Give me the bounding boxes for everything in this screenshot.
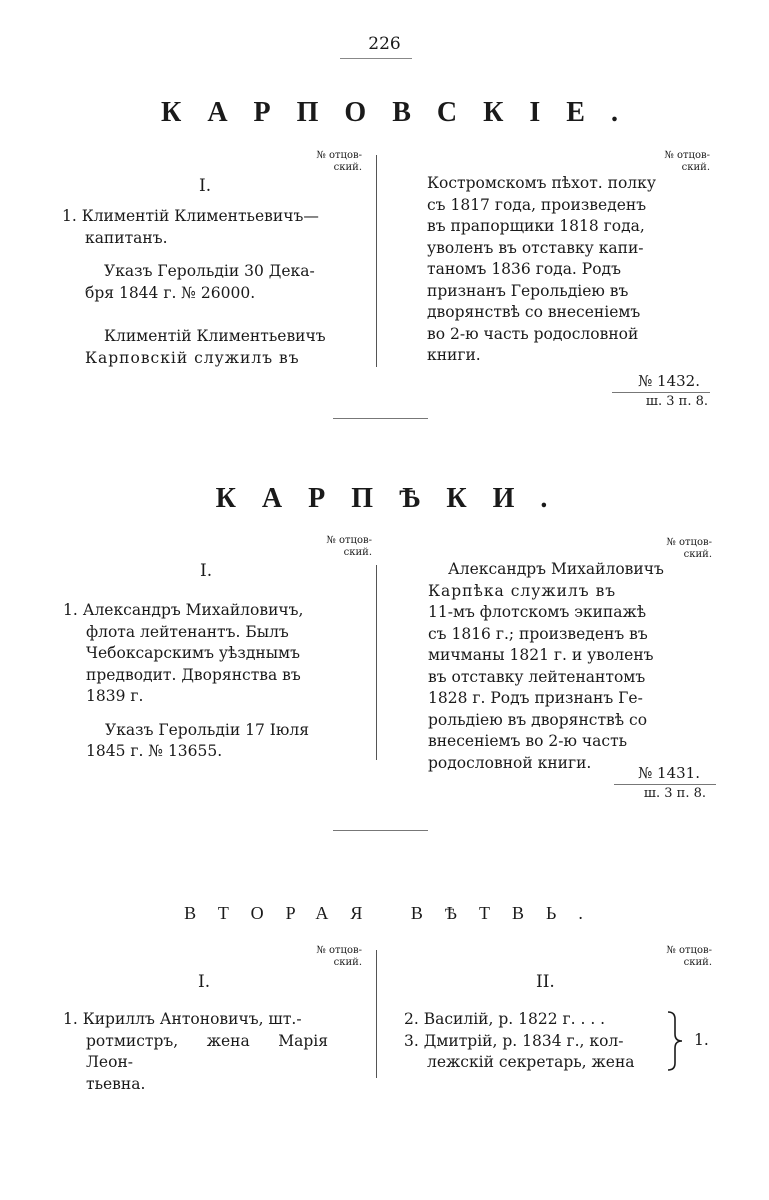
section2-left-header: № отцов-ский. [326,535,372,558]
section2-entry-line: Чебоксарскимъ уѣзднымъ [86,644,300,662]
section3-right-roman: II. [536,972,555,992]
section3-right-column [404,1009,666,1074]
section1-right-line: въ прапорщики 1818 года, [427,217,645,235]
section1-right-line: Костромскомъ пѣхот. полку [427,174,656,192]
section2-column-divider [376,565,377,760]
section1-number: № 1432. [638,372,700,390]
section3-column-divider [376,950,377,1078]
section3-left-roman: I. [198,972,211,992]
section1-entry1-line2: капитанъ. [85,228,168,247]
section1-left-column [62,206,342,369]
page-number-rule [340,58,412,59]
section3-right-line: лежскій секретарь, жена [427,1053,635,1071]
section1-ref: ш. 3 п. 8. [645,394,708,409]
section2-right-header: № отцов-ский. [666,537,712,560]
section2-right-line: Александръ Михайловичъ [448,560,664,578]
section1-right-header: № отцов-ский. [664,150,710,173]
section2-entry-line: 1. Александръ Михайловичъ, [63,601,304,619]
section2-separator [333,830,428,831]
section1-right-line: дворянствѣ со внесеніемъ [427,303,641,321]
section1-text-line2: Карповскій служилъ въ [85,348,300,367]
section2-entry-line: предводит. Дворянства въ [86,665,301,684]
page-number: 226 [368,34,401,54]
section1-right-line: признанъ Герольдіею въ [427,281,629,300]
section1-right-column [427,173,671,367]
section2-ukaz-line2: 1845 г. № 13655. [86,742,223,760]
section2-right-line: рольдіею въ дворянствѣ со [428,710,648,729]
section2-title: КАРПѢКИ. [215,483,574,514]
section1-separator [333,418,428,419]
section2-right-line: 1828 г. Родъ признанъ Ге- [428,689,643,707]
section2-left-roman: I. [200,561,213,581]
section1-left-roman: I. [199,176,212,196]
section1-right-line: уволенъ въ отставку капи- [427,238,644,257]
section1-column-divider [376,155,377,367]
section2-right-line: Карпѣка служилъ въ [428,581,617,600]
section1-right-line: книги. [427,346,481,364]
section1-right-line: таномъ 1836 года. Родъ [427,260,621,278]
section2-left-column [63,600,328,763]
section2-right-line: родословной книги. [428,753,592,772]
section2-right-line: съ 1816 г.; произведенъ въ [428,624,648,643]
section2-entry-line: флота лейтенантъ. Былъ [86,622,289,641]
section2-right-line: 11-мъ флотскомъ экипажѣ [428,603,647,621]
section2-ukaz-line1: Указъ Герольдіи 17 Іюля [105,720,309,739]
section2-ref: ш. 3 п. 8. [643,786,706,801]
section2-right-column [428,559,693,774]
section2-number-rule [614,784,716,785]
curly-brace-icon [664,1010,686,1072]
section1-right-line: во 2-ю часть родословной [427,324,639,343]
section3-left-line: тьевна. [86,1074,146,1093]
section3-right-line: 3. Дмитрій, р. 1834 г., кол- [404,1031,624,1050]
section1-text-line1: Климентій Климентьевичъ [104,327,326,345]
section1-number-rule [612,392,710,393]
section2-right-line: въ отставку лейтенантомъ [428,667,646,686]
section3-left-column [63,1009,328,1095]
section3-bracket-ref: 1. [694,1031,709,1049]
section3-right-line: 2. Василій, р. 1822 г. . . . [404,1010,606,1028]
section1-ukaz-line2: бря 1844 г. № 26000. [85,283,256,302]
section1-left-header: № отцов-ский. [316,150,362,173]
section2-right-line: внесеніемъ во 2-ю часть [428,732,628,750]
section3-left-line: ротмистръ, жена Марія Леон- [86,1031,328,1071]
section1-ukaz-line1: Указъ Герольдіи 30 Дека- [104,262,315,280]
section3-left-line: 1. Кириллъ Антоновичъ, шт.- [63,1010,302,1028]
section1-right-line: съ 1817 года, произведенъ [427,195,647,214]
section1-title: КАРПОВСКІЕ. [161,97,644,128]
section3-title: ВТОРАЯ ВѢТВЬ. [184,903,605,923]
section3-right-header: № отцов-ский. [666,945,712,968]
section1-entry1-line1: 1. Климентій Климентьевичъ— [62,207,319,225]
section2-number: № 1431. [638,764,700,782]
section2-right-line: мичманы 1821 г. и уволенъ [428,646,654,664]
section2-entry-line: 1839 г. [86,687,144,705]
section3-left-header: № отцов-ский. [316,945,362,968]
